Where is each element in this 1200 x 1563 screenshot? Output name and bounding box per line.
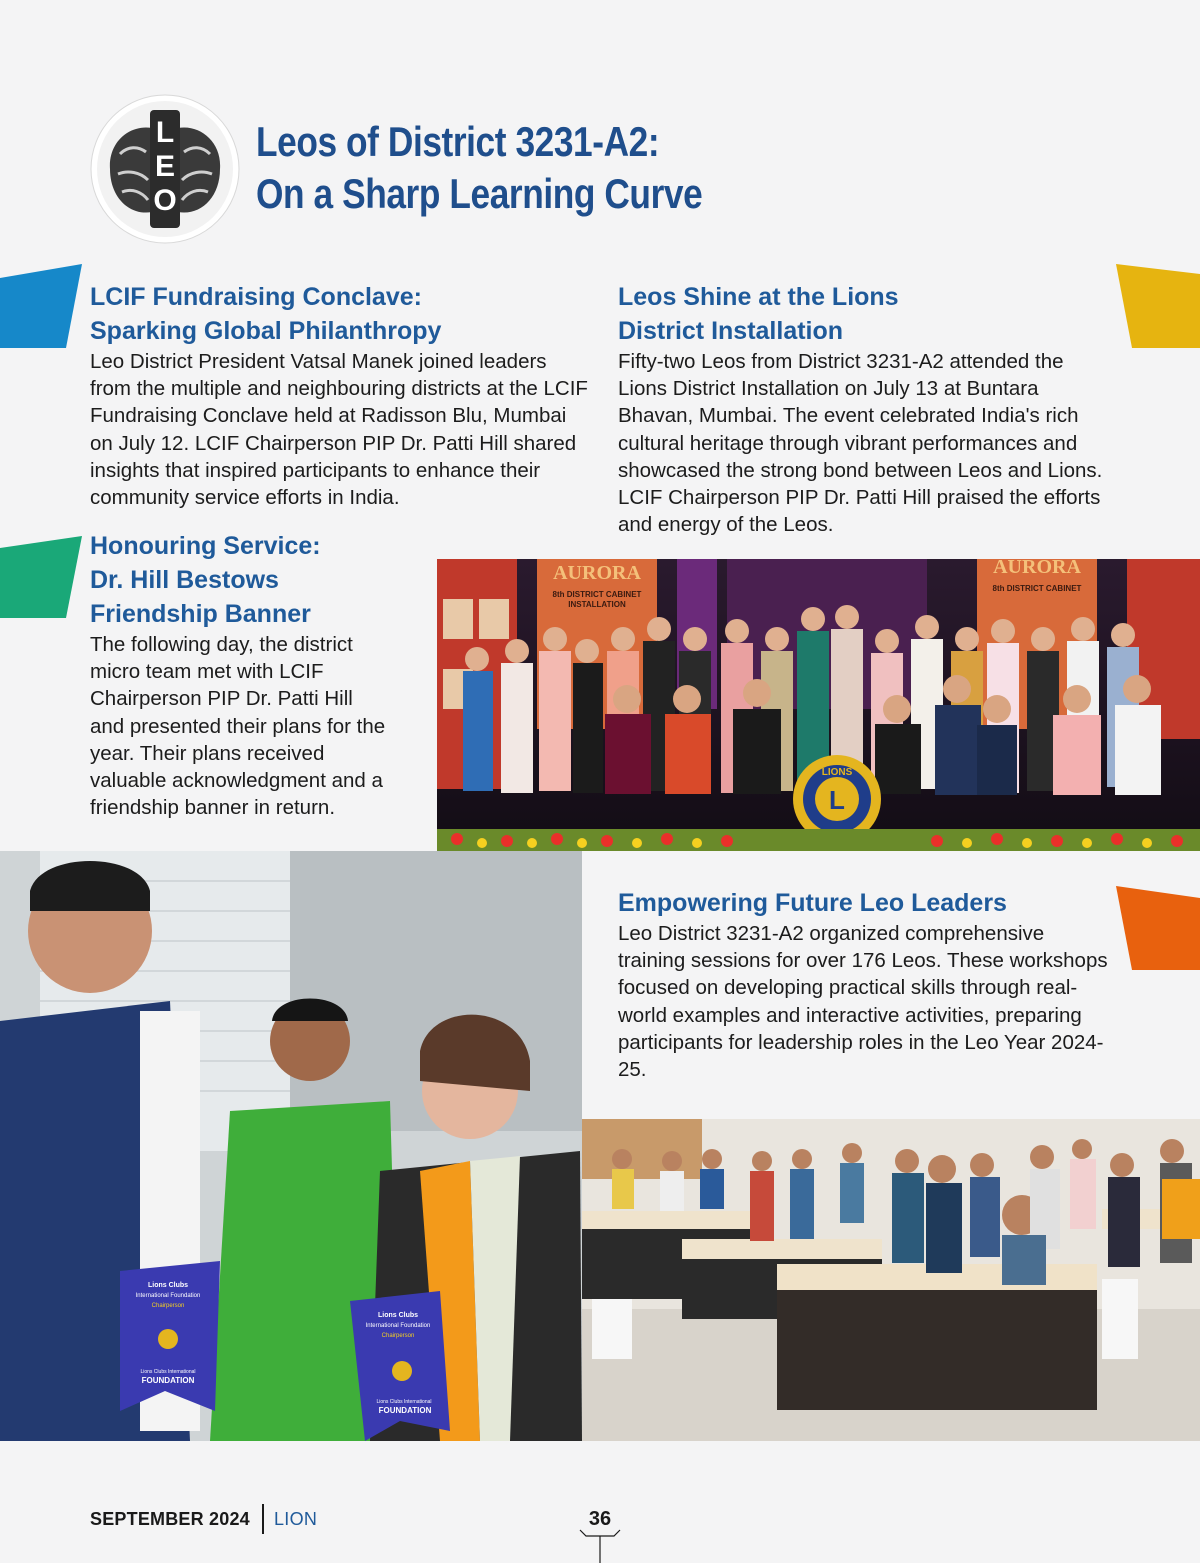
footer-date: SEPTEMBER 2024 xyxy=(90,1509,250,1529)
friendship-pennant xyxy=(120,1261,220,1411)
section-empowering-leaders xyxy=(618,886,1108,1083)
emblem-letter: L xyxy=(829,785,845,815)
heading-line: District Installation xyxy=(618,317,844,345)
pennant-text: FOUNDATION xyxy=(141,1376,195,1385)
stage-banner-subtitle: 8th DISTRICT CABINET xyxy=(552,590,642,599)
heading-line: Honouring Service: xyxy=(90,532,321,560)
page-title xyxy=(256,116,702,220)
section-honouring-service xyxy=(90,529,390,821)
stage-banner-subtitle: INSTALLATION xyxy=(568,600,626,609)
pennant-text: Chairperson xyxy=(381,1333,415,1339)
page-title-line1: Leos of District 3231-A2: xyxy=(256,118,660,165)
leo-logo xyxy=(90,94,240,244)
orange-accent-flag xyxy=(1116,884,1200,972)
section-body: The following day, the district micro team met with LCIF Chairperson PIP Dr. Patti Hill and presented their plans for the year. Their plans received valuable acknowledgment and a friendship banner in return. xyxy=(90,633,386,820)
pennant-text: Lions Clubs International xyxy=(376,1399,432,1405)
training-classroom-photo xyxy=(582,1119,1200,1441)
heading-line: Empowering Future Leo Leaders xyxy=(618,889,1007,917)
pennant-text: Lions Clubs xyxy=(377,1312,419,1319)
page-number-ornament xyxy=(578,1528,622,1563)
page-number: 36 xyxy=(588,1508,612,1530)
section-body: Leo District 3231-A2 organized comprehensive training sessions for over 176 Leos. These workshops focused on developing practical skills through real-world examples and interactive activities, preparing participants for leadership roles in the Leo Year 2024-25. xyxy=(618,922,1108,1082)
heading-line: LCIF Fundraising Conclave: xyxy=(90,283,422,311)
section-district-installation xyxy=(618,280,1118,538)
stage-banner-text: AURORA xyxy=(553,562,641,584)
pennant-text: Lions Clubs International xyxy=(140,1369,196,1375)
green-accent-flag xyxy=(0,536,84,620)
emblem-top-text: LIONS xyxy=(821,767,853,778)
pennant-text: International Foundation xyxy=(365,1323,431,1329)
footer-divider xyxy=(262,1504,264,1534)
page-title-line2: On a Sharp Learning Curve xyxy=(256,170,703,217)
section-body: Fifty-two Leos from District 3231-A2 attended the Lions District Installation on July 13 at Buntara Bhavan, Mumbai. The event celebrated India's rich cultural heritage through vibrant performances and showcased the strong bond between Leos and Lions. LCIF Chairperson PIP Dr. Patti Hill praised the efforts and energy of the Leos. xyxy=(618,350,1103,537)
svg-text:E: E xyxy=(154,150,176,183)
pennant-text: FOUNDATION xyxy=(378,1406,432,1415)
pennant-text: Lions Clubs xyxy=(147,1282,189,1289)
heading-line: Dr. Hill Bestows xyxy=(90,566,279,594)
yellow-accent-flag xyxy=(1116,262,1200,350)
pennant-text: International Foundation xyxy=(135,1293,201,1299)
heading-line: Leos Shine at the Lions xyxy=(618,283,899,311)
section-lcif-conclave xyxy=(90,280,590,511)
banner-presentation-photo xyxy=(0,851,582,1441)
stage-banner-subtitle: 8th DISTRICT CABINET xyxy=(992,584,1082,593)
section-heading xyxy=(618,886,1108,920)
heading-line: Friendship Banner xyxy=(90,600,311,628)
section-body: Leo District President Vatsal Manek joined leaders from the multiple and neighbouring districts at the LCIF Fundraising Conclave held at Radisson Blu, Mumbai on July 12. LCIF Chairperson PIP Dr. Patti Hill shared insights that inspired participants to enhance their community service efforts in India. xyxy=(90,350,588,510)
friendship-pennant xyxy=(350,1291,450,1441)
svg-text:L: L xyxy=(155,116,175,149)
pennant-text: Chairperson xyxy=(151,1303,185,1309)
footer-magazine-name: LION xyxy=(274,1509,318,1529)
svg-text:O: O xyxy=(153,184,177,217)
section-heading xyxy=(618,280,1118,348)
blue-accent-flag xyxy=(0,264,84,350)
group-stage-photo xyxy=(437,559,1200,851)
heading-line: Sparking Global Philanthropy xyxy=(90,317,442,345)
stage-banner-text: AURORA xyxy=(993,559,1081,578)
section-heading xyxy=(90,280,590,348)
section-heading xyxy=(90,529,390,631)
